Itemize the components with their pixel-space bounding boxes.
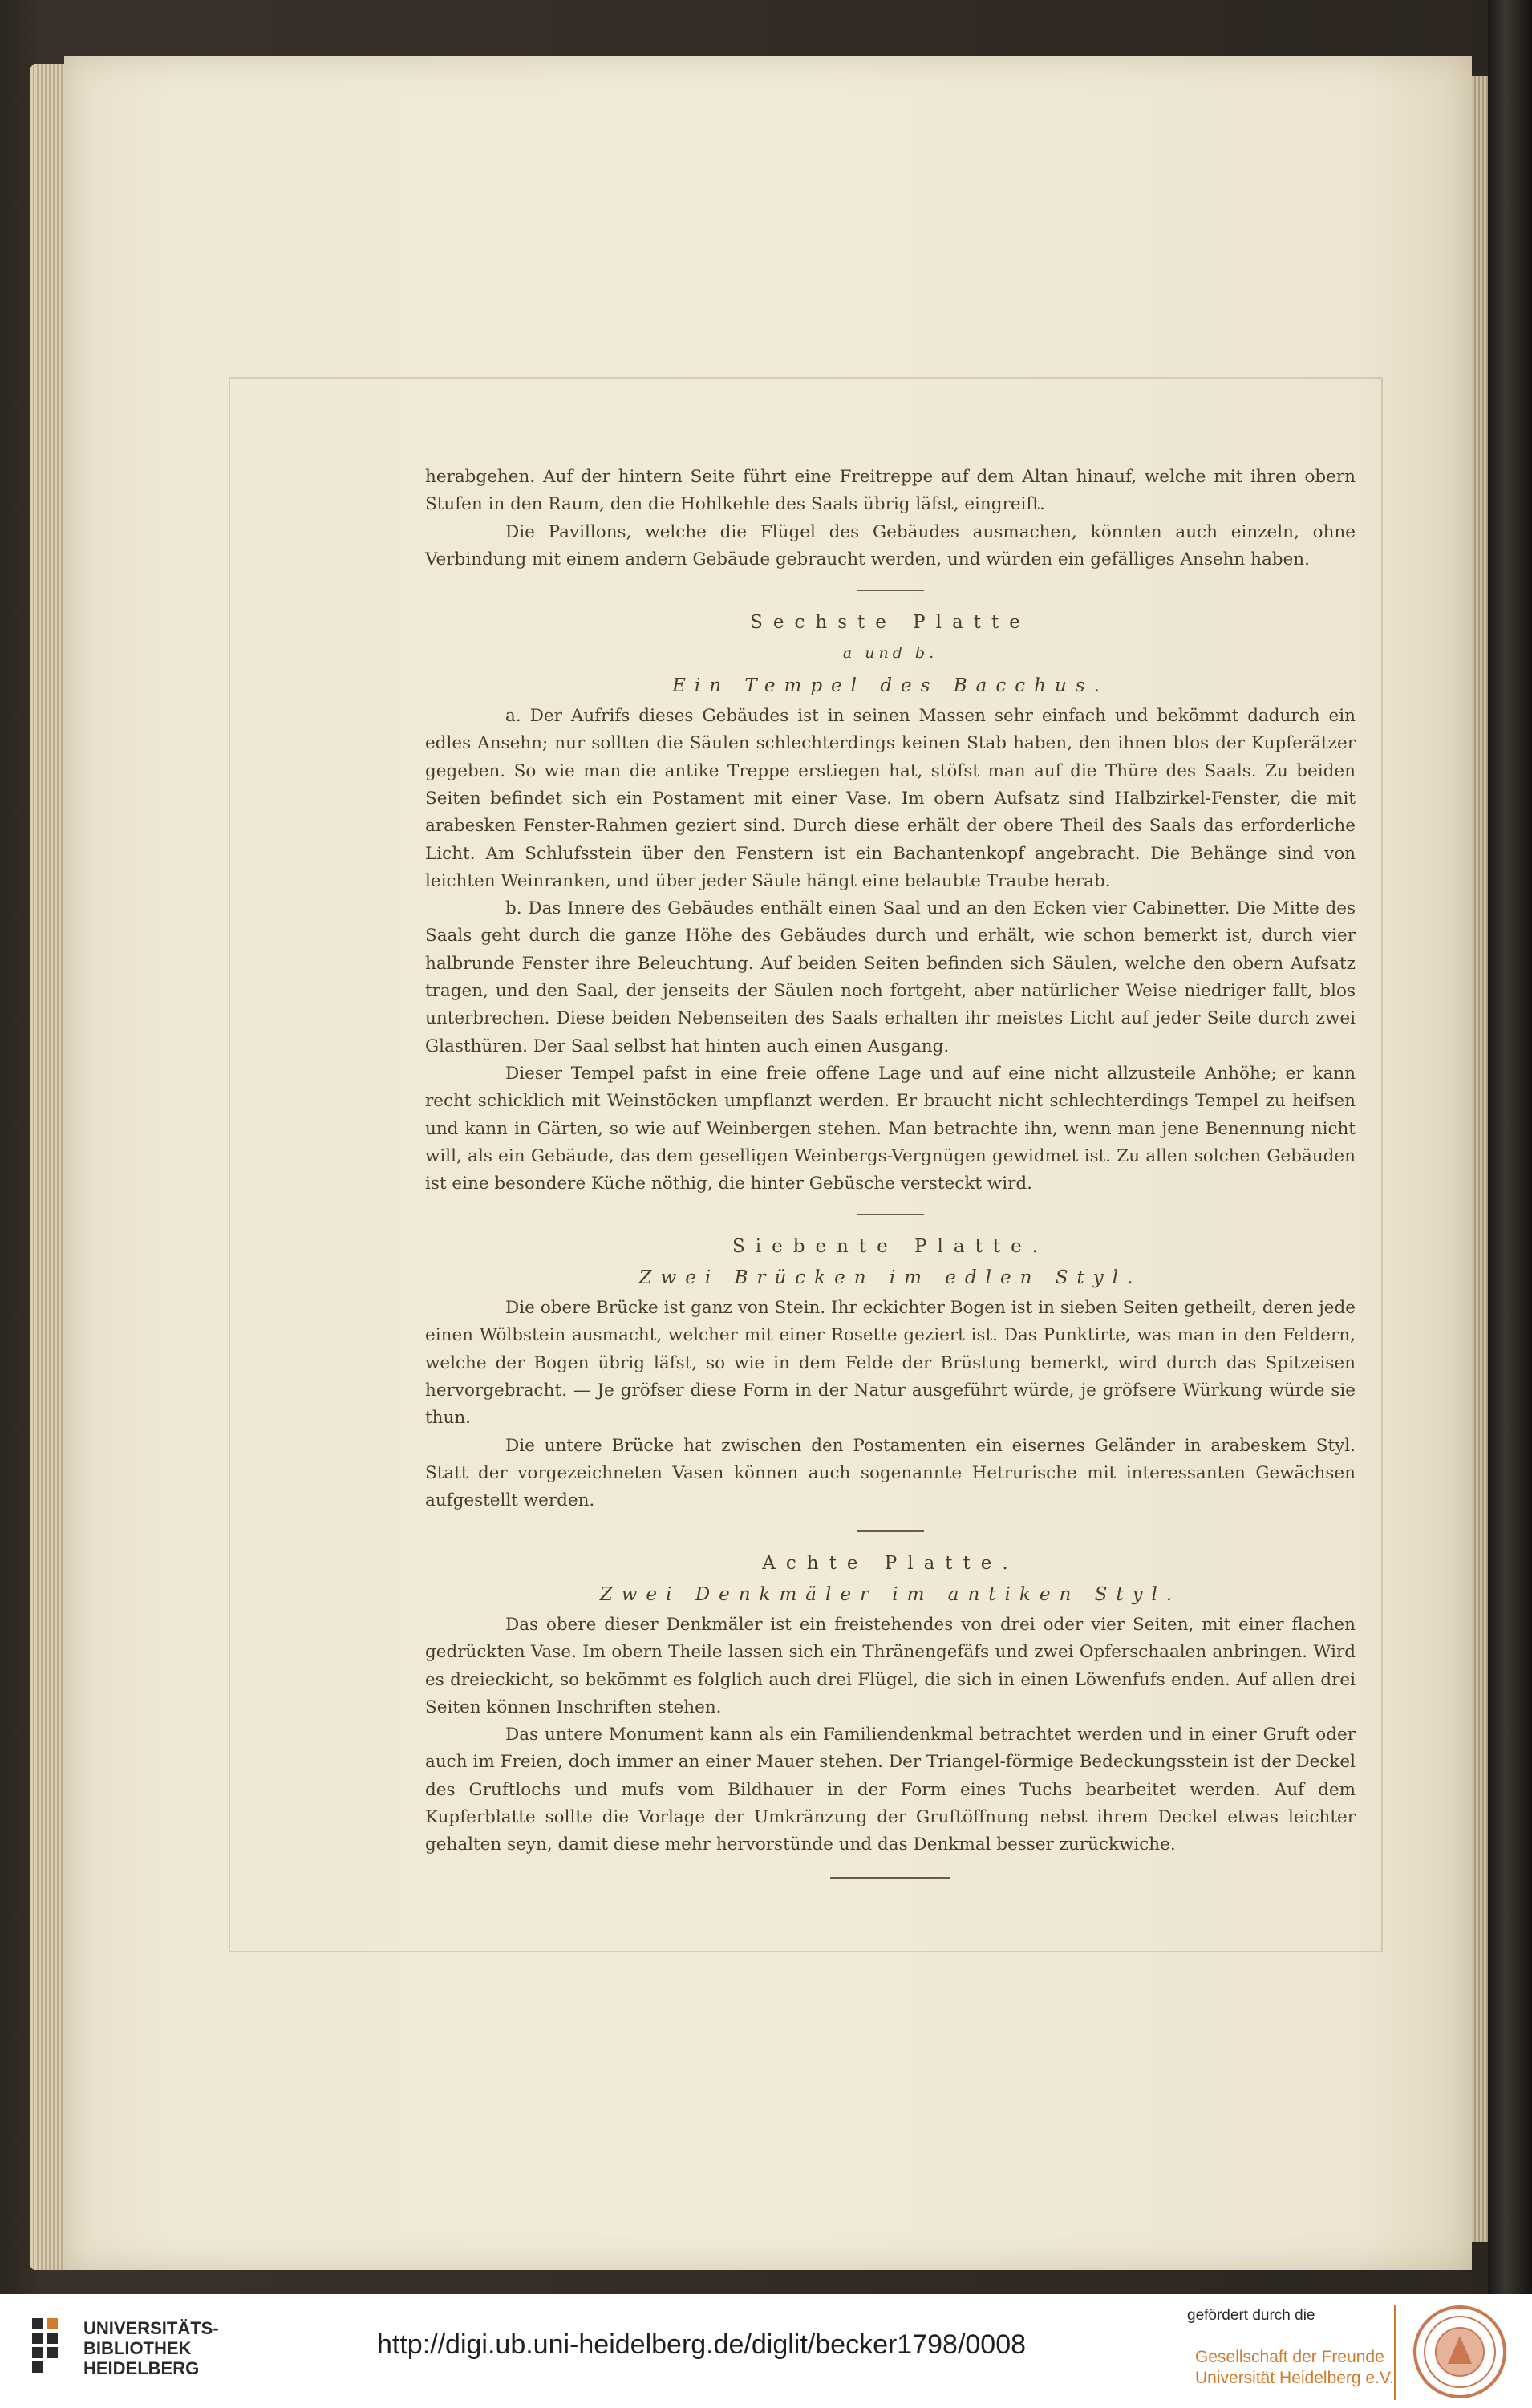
sponsor-name bbox=[1195, 2347, 1394, 2389]
page-text bbox=[425, 464, 1356, 1896]
paragraph: b. Das Innere des Gebäudes enthält einen Saal und an den Ecken vier Cabinetter. Die Mitte des Saals geht durch die ganze Höhe des Gebäudes durch und erhält, wie schon bemerkt ist, durch vier halbrunde Fenster ihre Beleuchtung. Auf beiden Seiten befinden sich Säulen, welche den obern Aufsatz tragen, und den Saal, der jenseits der Säulen noch fortgeht, aber natürlicher Weise niedriger fallt, blos unterbrechen. Diese beiden Nebenseiten des Saals erhalten ihr meistes Licht auf jeder Seite durch zwei Glasthüren. Der Saal selbst hat hinten auch einen Ausgang. bbox=[425, 898, 1356, 1056]
sponsor-prefix: gefördert durch die bbox=[1187, 2307, 1315, 2324]
paragraph: Das obere dieser Denkmäler ist ein freistehendes von drei oder vier Seiten, mit einer flachen gedrückten Vase. Im obern Theile lassen sich ein Thränengefäfs und zwei Opferschaalen anbringen. Wird es dreieckicht, so bekömmt es folglich auch drei Flügel, die sich in einen Löwenfufs enden. Auf allen drei Seiten können Inschriften stehen. bbox=[425, 1614, 1356, 1717]
paragraph: Das untere Monument kann als ein Familiendenkmal betrachtet werden und in einer Gruft oder auch im Freien, doch immer an einer Mauer stehen. Der Triangel-förmige Bedeckungsstein ist der Deckel des Gruftlochs und mufs vom Bildhauer in der Form eines Tuchs bearbeitet werden. Auf dem Kupferblatte sollte die Vorlage der Umkränzung der Gruftöffnung nebst ihrem Deckel etwas leichter gehalten seyn, damit diese mehr hervorstünde und das Denkmal besser zurückwiche. bbox=[425, 1725, 1356, 1855]
section-title: Zwei Brücken im edlen Styl. bbox=[638, 1267, 1142, 1288]
section-divider bbox=[857, 590, 924, 591]
paragraph: Die obere Brücke ist ganz von Stein. Ihr eckichter Bogen ist in sieben Seiten getheilt, deren jede einen Wölbstein ausmacht, welcher mit einer Rosette geziert ist. Das Punktirte, was man in den Feldern, welche der Bogen übrig läfst, so wie in dem Felde der Brüstung bemerkt, wird durch das Spitzeisen hervorgebracht. — Je gröfser diese Form in der Natur ausgeführt würde, je gröfsere Würkung würde sie thun. bbox=[425, 1298, 1356, 1429]
library-name-line: HEIDELBERG bbox=[83, 2358, 200, 2378]
section-heading: Siebente Platte. bbox=[732, 1236, 1048, 1258]
paragraph: Dieser Tempel pafst in eine freie offene Lage und auf eine nicht allzusteile Anhöhe; er kann recht schicklich mit Weinstöcken umpflanzt werden. Er braucht nicht schlechterdings Tempel zu heifsen und kann in Gärten, so wie auf Weinbergen stehen. Man betrachte ihn, wenn man jene Benennung nicht will, als ein Gebäude, das dem geselligen Weinbergs-Vergnügen gewidmet ist. Zu allen solchen Gebäuden ist eine besondere Küche nöthig, die hinter Gebüsche versteckt wird. bbox=[425, 1063, 1356, 1194]
university-seal-icon bbox=[1412, 2304, 1508, 2400]
section-title: Zwei Denkmäler im antiken Styl. bbox=[599, 1583, 1181, 1605]
library-name-line: UNIVERSITÄTS- bbox=[83, 2318, 219, 2338]
library-name-line: BIBLIOTHEK bbox=[83, 2338, 192, 2358]
section-divider bbox=[857, 1530, 924, 1532]
sponsor-name-line: Universität Heidelberg e.V. bbox=[1195, 2369, 1394, 2387]
paragraph: a. Der Aufrifs dieses Gebäudes ist in seinen Massen sehr einfach und bekömmt dadurch ein edles Ansehn; nur sollten die Säulen schlechterdings keinen Stab haben, den ihnen blos der Kupferätzer gegeben. So wie man die antike Treppe erstiegen hat, stöfst man auf die Thüre des Saals. Zu beiden Seiten befindet sich ein Postament mit einer Vase. Im obern Aufsatz sind Halbzirkel-Fenster, die mit arabesken Fenster-Rahmen geziert sind. Durch diese erhält der obere Theil des Saals das erforderliche Licht. Am Schlufsstein über den Fenstern ist ein Bachantenkopf angebracht. Die Behänge sind von leichten Weinranken, und über jeder Säule hängt eine belaubte Traube herab. bbox=[425, 706, 1356, 891]
book-cover-edge bbox=[1488, 0, 1532, 2294]
section-title: Ein Tempel des Bacchus. bbox=[672, 675, 1108, 696]
footer-divider bbox=[1394, 2305, 1396, 2400]
section-heading: Sechste Platte bbox=[750, 612, 1031, 634]
library-logo-icon bbox=[32, 2318, 72, 2384]
section-divider bbox=[857, 1214, 924, 1215]
paragraph: herabgehen. Auf der hintern Seite führt eine Freitreppe auf dem Altan hinauf, welche mit ihren obern Stufen in den Raum, den die Hohlkehle des Saals übrig läfst, eingreift. bbox=[425, 467, 1356, 515]
paragraph: Die untere Brücke hat zwischen den Postamenten ein eisernes Geländer in arabeskem Styl. Statt der vorgezeichneten Vasen können auch sogenannte Hetrurische mit interessanten Gewächsen aufgestellt werden. bbox=[425, 1435, 1356, 1511]
end-divider bbox=[830, 1877, 950, 1879]
sponsor-name-line: Gesellschaft der Freunde bbox=[1195, 2348, 1384, 2366]
footer-bar bbox=[0, 2294, 1532, 2408]
section-heading: Achte Platte. bbox=[762, 1553, 1019, 1575]
library-name bbox=[83, 2318, 219, 2378]
section-subheading: a und b. bbox=[842, 644, 938, 663]
paragraph: Die Pavillons, welche die Flügel des Gebäudes ausmachen, könnten auch einzeln, ohne Verbindung mit einem andern Gebäude gebraucht werden, und würden ein gefälliges Ansehn haben. bbox=[425, 521, 1356, 570]
source-url-link[interactable]: http://digi.ub.uni-heidelberg.de/diglit/becker1798/0008 bbox=[377, 2329, 1027, 2360]
